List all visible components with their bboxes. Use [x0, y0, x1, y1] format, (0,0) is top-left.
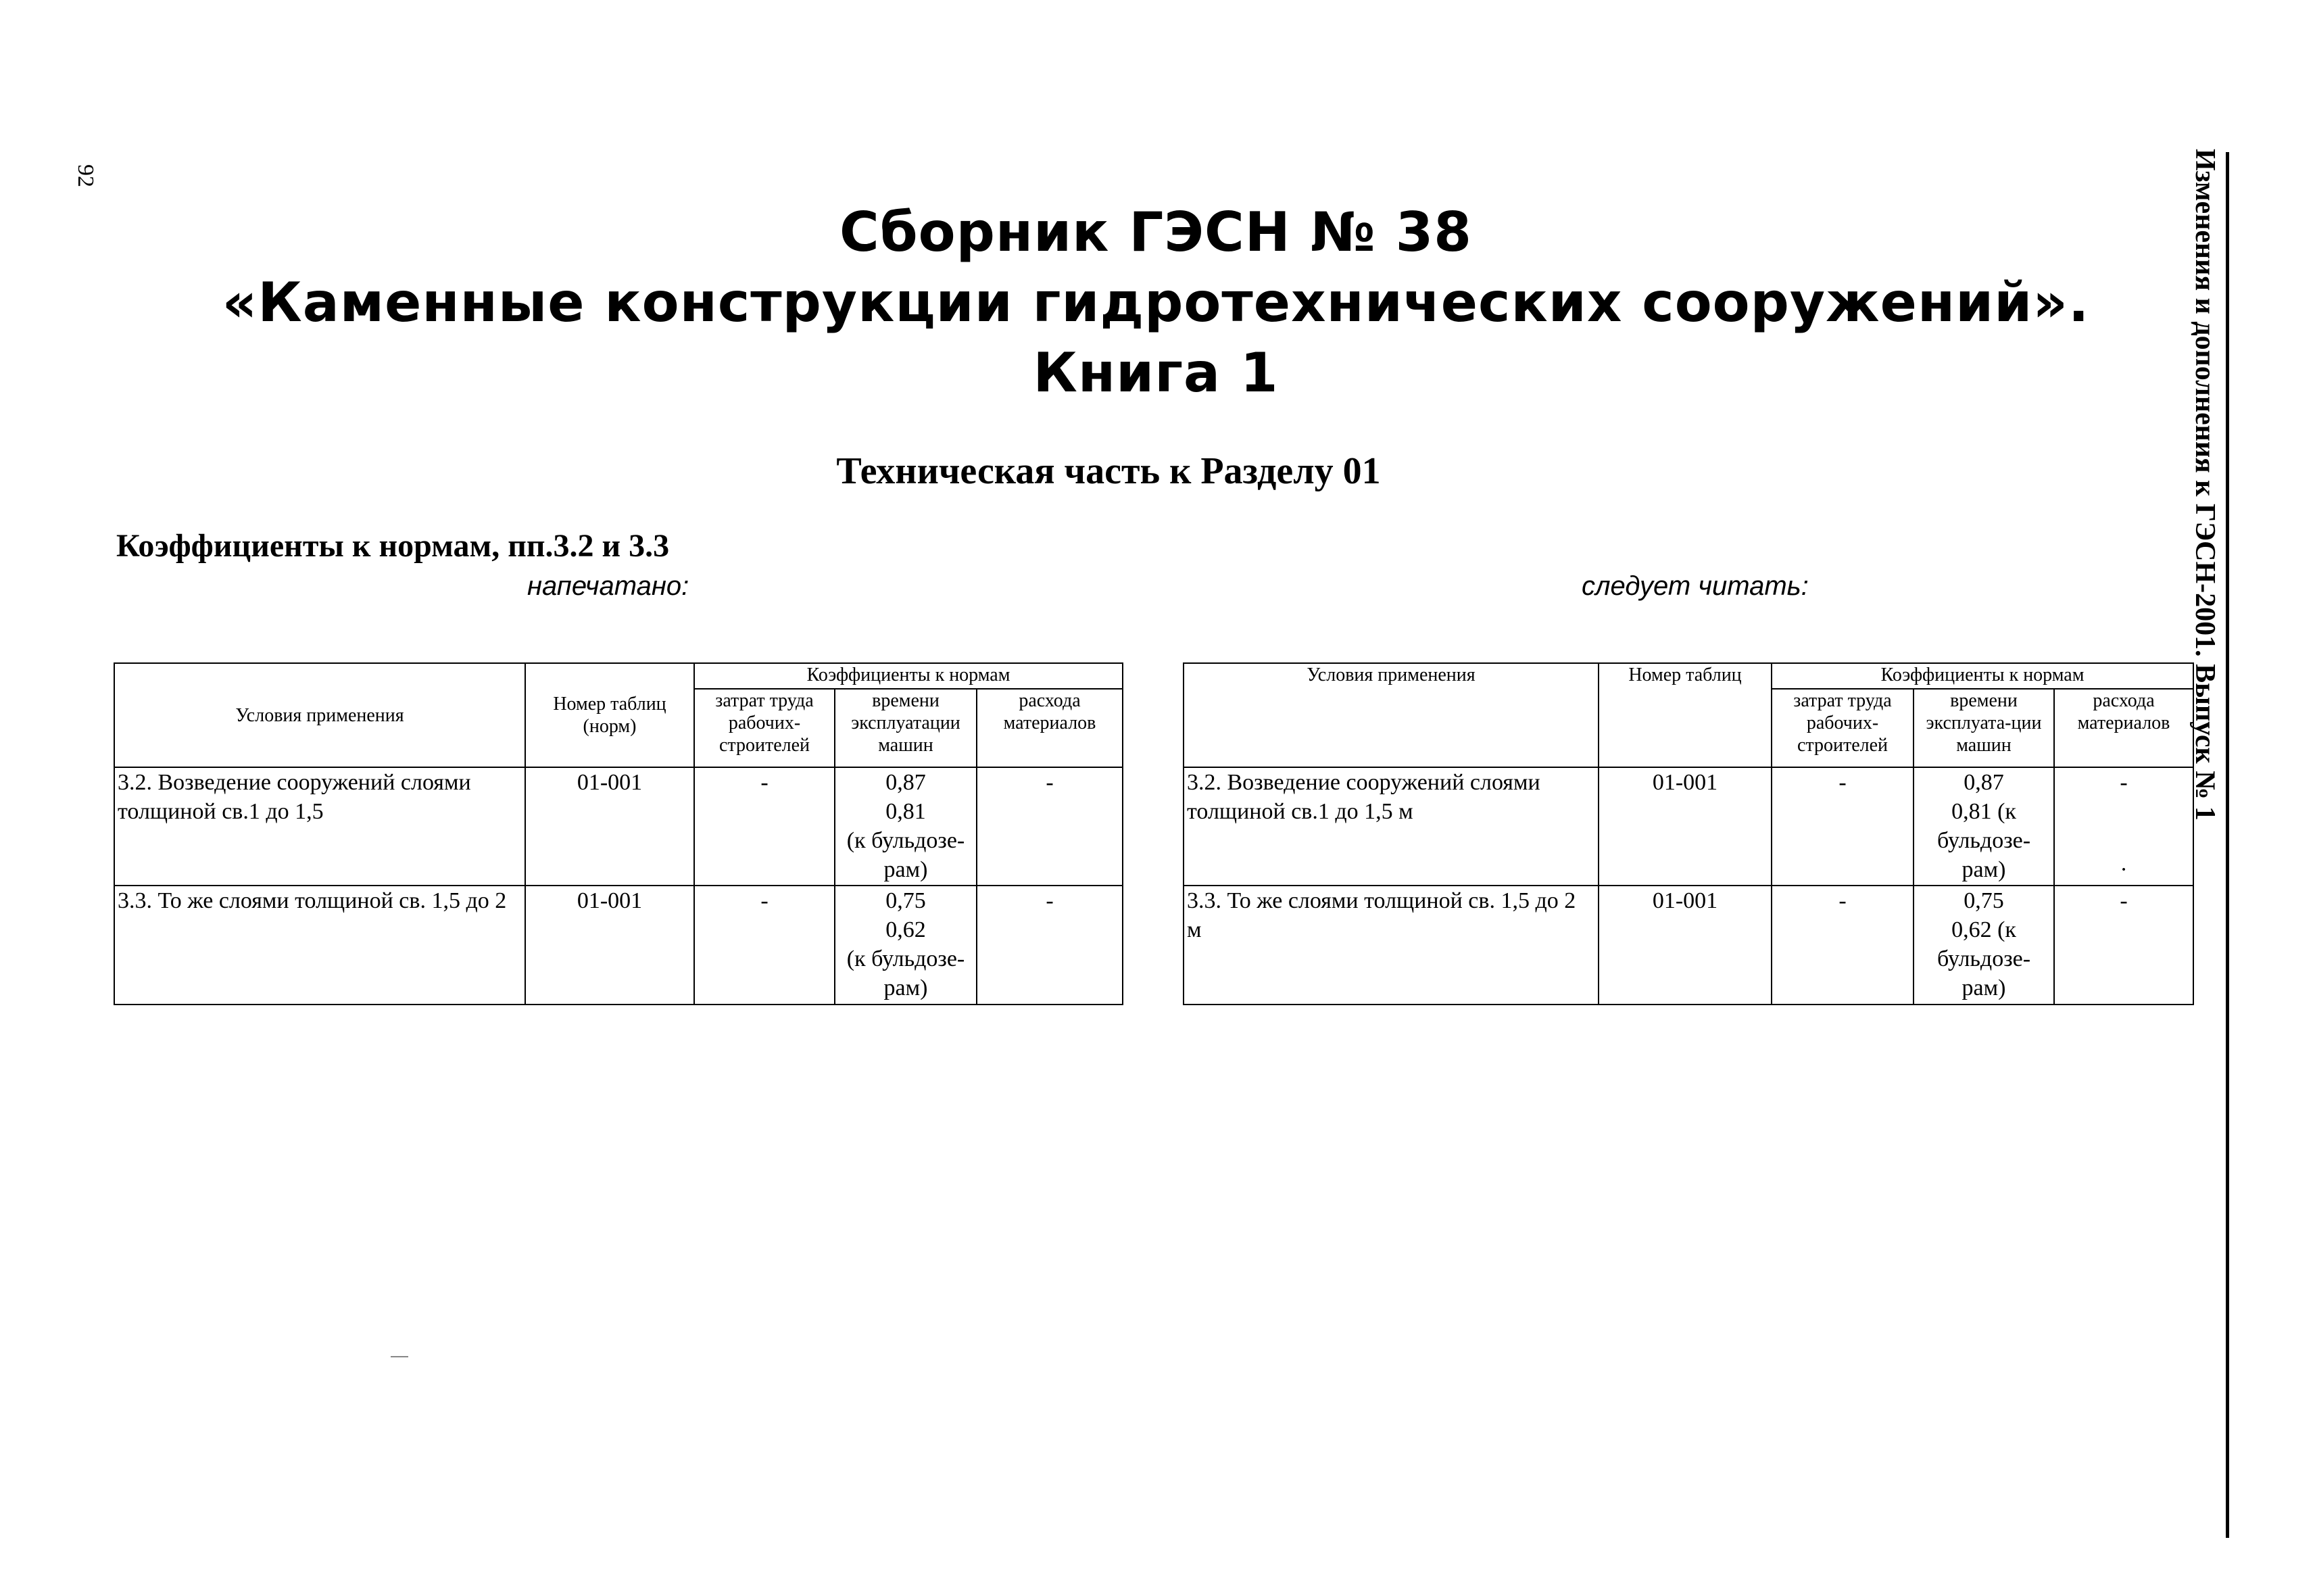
cell-materials: - · [2054, 767, 2193, 886]
cell-table-number: 01-001 [525, 767, 694, 886]
stray-mark [391, 1356, 408, 1357]
printed-coefficients-table [114, 662, 1123, 1005]
table-row [1184, 886, 2193, 1005]
cell-materials: - [977, 767, 1123, 886]
coefficients-heading: Коэффициенты к нормам, пп.3.2 и 3.3 [116, 528, 670, 564]
cell-labor: - [694, 767, 835, 886]
printed-label: напечатано: [527, 571, 689, 601]
header-table-number: Номер таблиц (норм) [525, 663, 694, 767]
table-row [1184, 767, 2193, 886]
page-number: 92 [73, 164, 98, 187]
title-line-2: «Каменные конструкции гидротехнических сооружений». [222, 271, 2090, 334]
cell-machine-time: 0,75 0,62 (к бульдозе-рам) [835, 886, 977, 1005]
corrected-coefficients-table [1183, 662, 2194, 1005]
header-machine-time: времени эксплуата-ции машин [1914, 689, 2054, 767]
cell-conditions: 3.2. Возведение сооружений слоями толщиной св.1 до 1,5 [114, 767, 525, 886]
header-labor: затрат труда рабочих-строителей [694, 689, 835, 767]
cell-table-number: 01-001 [1599, 767, 1772, 886]
cell-conditions: 3.2. Возведение сооружений слоями толщиной св.1 до 1,5 м [1184, 767, 1599, 886]
title-line-1: Сборник ГЭСН № 38 [839, 201, 1472, 264]
cell-table-number: 01-001 [1599, 886, 1772, 1005]
cell-machine-time: 0,75 0,62 (к бульдозе-рам) [1914, 886, 2054, 1005]
header-machine-time: времени эксплуатации машин [835, 689, 977, 767]
header-coefficients-group: Коэффициенты к нормам [1772, 663, 2193, 689]
cell-machine-time: 0,87 0,81 (к бульдозе-рам) [1914, 767, 2054, 886]
header-conditions: Условия применения [1184, 663, 1599, 767]
cell-labor: - [1772, 886, 1914, 1005]
should-read-label: следует читать: [1582, 571, 1809, 601]
header-materials: расхода материалов [977, 689, 1123, 767]
side-rule [2226, 152, 2229, 1538]
header-conditions: Условия применения [114, 663, 525, 767]
cell-conditions: 3.3. То же слоями толщиной св. 1,5 до 2 м [1184, 886, 1599, 1005]
cell-labor: - [1772, 767, 1914, 886]
cell-materials: - [977, 886, 1123, 1005]
header-table-number: Номер таблиц [1599, 663, 1772, 767]
header-coefficients-group: Коэффициенты к нормам [694, 663, 1123, 689]
title-line-3: Книга 1 [1033, 341, 1279, 404]
section-subtitle: Техническая часть к Разделу 01 [836, 450, 1381, 492]
cell-labor: - [694, 886, 835, 1005]
cell-machine-time: 0,87 0,81 (к бульдозе-рам) [835, 767, 977, 886]
running-header: Изменения и дополнения к ГЭСН-2001. Выпуск № 1 [2189, 149, 2220, 821]
header-labor: затрат труда рабочих-строителей [1772, 689, 1914, 767]
header-materials: расхода материалов [2054, 689, 2193, 767]
cell-table-number: 01-001 [525, 886, 694, 1005]
cell-materials: - [2054, 886, 2193, 1005]
cell-conditions: 3.3. То же слоями толщиной св. 1,5 до 2 [114, 886, 525, 1005]
collection-title [108, 197, 2203, 408]
table-row [114, 886, 1123, 1005]
table-row [114, 767, 1123, 886]
